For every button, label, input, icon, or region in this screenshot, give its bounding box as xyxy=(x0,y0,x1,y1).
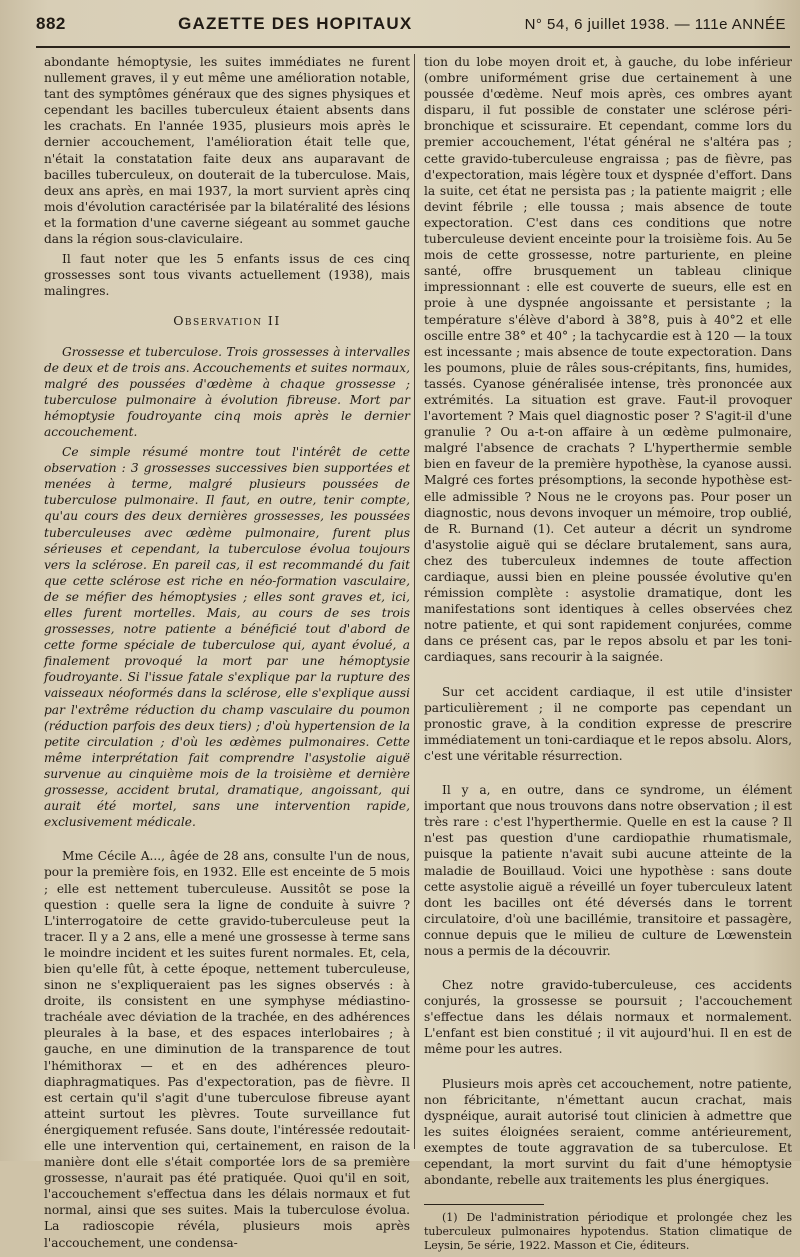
left-paragraph-3: Mme Cécile A..., âgée de 28 ans, consulte l'un de nous, pour la première fois, en 1932. Elle est enceinte de 5 mois ; elle est nettement tuberculeuse. Aussitôt se pose la question : quelle sera la ligne de conduite à suivre ? L'interrogatoire de cette gravido-tuberculeuse peut la tracer. Il y a 2 ans, elle a mené une grossesse à terme sans le moindre incident et les suites furent normales. Et, cela, bien qu'elle fût, à cette époque, nettement tuberculeuse, sinon ne s'expliqueraient pas les signes observés : à droite, ils consistent en une symphyse médiastino-trachéale avec déviation de la trachée, en des adhérences pleurales à la base, et des espaces interlobaires ; à gauche, en une diminution de la transparence de tout l'hémithorax — et en des adhérences pleuro-diaphragmatiques. Pas d'expectoration, pas de fièvre. Il est certain qu'il s'agit d'une tuberculose fibreuse ayant atteint surtout les plèvres. Toute surveillance fut énergiquement refusée. Sans doute, l'intéressée redoutait-elle une intervention qui, certainement, en raison de la manière dont elle s'était comportée lors de sa première grossesse, n'aurait pas été pratiquée. Quoi qu'il en soit, l'accouchement s'effectua dans les délais normaux et fut normal, ainsi que ses suites. Mais la tuberculose évolua. La radioscopie révéla, plusieurs mois après l'accouchement, une condensa- xyxy=(44,849,410,1250)
left-paragraph-2: Il faut noter que les 5 enfants issus de ces cinq grossesses sont tous vivants actuellement (1938), mais malingres. xyxy=(44,252,410,299)
left-column xyxy=(44,54,410,1255)
paragraph-gap xyxy=(424,1062,792,1076)
header-rule xyxy=(36,46,790,48)
footnote: (1) De l'administration périodique et prolongée chez les tuberculeux pulmonaires hypotendus. Station climatique de Leysin, 5e série, 1922. Masson et Cie, éditeurs. xyxy=(424,1211,792,1253)
paragraph-gap xyxy=(424,768,792,782)
left-paragraph-1: abondante hémoptysie, les suites immédiates ne furent nullement graves, il y eut même une amélioration notable, tant des symptômes généraux que des signes physiques et cependant les bacilles tuberculeux étaient absents dans les crachats. En l'année 1935, plusieurs mois après le dernier accouchement, l'amélioration était telle que, n'était la constatation faite deux ans auparavant de bacilles tuberculeux, on douterait de la tuberculose. Mais, deux ans après, en mai 1937, la mort survient après cinq mois d'évolution caractérisée par la bilatéralité des lésions et la formation d'une caverne siégeant au sommet gauche dans la région sous-claviculaire. xyxy=(44,55,410,247)
right-paragraph-2: Sur cet accident cardiaque, il est utile d'insister particulièrement ; il ne comporte pas cependant un pronostic grave, à la condition expresse de prescrire immédiatement un toni-cardiaque et le repos absolu. Alors, c'est une véritable résurrection. xyxy=(424,684,792,763)
right-column xyxy=(424,54,792,1257)
right-paragraph-5: Plusieurs mois après cet accouchement, notre patiente, non fébricitante, n'émettant aucun crachat, mais dyspnéique, aurait autorisé tout clinicien à admettre que les suites éloignées seraient, comme antérieurement, exemptes de toute aggravation de sa tuberculose. Et cependant, la mort survint du fait d'une hémoptysie abondante, rebelle aux traitements les plus énergiques. xyxy=(424,1076,792,1188)
observation-summary: Grossesse et tuberculose. Trois grossesses à intervalles de deux et de trois ans. Accouchements et suites normaux, malgré des poussées d'œdème à chaque grossesse ; tuberculose pulmonaire à évolution fibreuse. Mort par hémoptysie foudroyante cinq mois après le dernier accouchement. xyxy=(44,344,410,439)
observation-commentary: Ce simple résumé montre tout l'intérêt de cette observation : 3 grossesses successives bien supportées et menées à terme, malgré plusieurs poussées de tuberculose pulmonaire. Il faut, en outre, tenir compte, qu'au cours des deux dernières grossesses, les poussées tuberculeuses avec œdème pulmonaire, furent plus sérieuses et cependant, la tuberculose évolua toujours vers la sclérose. En pareil cas, il est recommandé du fait que cette sclérose est riche en néo-formation vasculaire, de se méfier des hémoptysies ; elles sont graves et, ici, elles furent mortelles. Mais, au cours de ses trois grossesses, notre patiente a bénéficié tout d'abord de cette forme spéciale de tuberculose qui, ayant évolué, a finalement provoqué la mort par une hémoptysie foudroyante. Si l'issue fatale s'explique par la rupture des vaisseaux néoformés dans la sclérose, elle s'explique aussi par l'extrême réduction du champ vasculaire du poumon (réduction parfois des deux tiers) ; d'où hypertension de la petite circulation ; d'où les œdèmes pulmonaires. Cette même interprétation fait comprendre l'asystolie aiguë survenue au cinquième mois de la troisième et dernière grossesse, accident brutal, dramatique, angoissant, qui aurait été mortel, sans une intervention rapide, exclusivement médicale. xyxy=(44,445,410,830)
right-paragraph-3: Il y a, en outre, dans ce syndrome, un élément important que nous trouvons dans notre observation ; il est très rare : c'est l'hyperthermie. Quelle en est la cause ? Il n'est pas question d'une cardiopathie rhumatismale, puisque la patiente n'avait subi aucune atteinte de la maladie de Bouillaud. Voici une hypothèse : sans doute cette asystolie aiguë a réveillé un foyer tuberculeux latent dont les bacilles ont été déversés dans le torrent circulatoire, d'où une bacillémie, transitoire et passagère, connue depuis que le milieu de culture de Lœwenstein nous a permis de la découvrir. xyxy=(424,783,792,958)
right-paragraph-1: tion du lobe moyen droit et, à gauche, du lobe inférieur (ombre uniformément grise due certainement à une poussée d'œdème. Neuf mois après, ces ombres ayant disparu, il fut possible de constater une sclérose péri-bronchique et scissuraire. Et cependant, comme lors du premier accouchement, l'état général ne s'altéra pas ; cette gravido-tuberculeuse engraissa ; pas de fièvre, pas d'expectoration, mais légère toux et dyspnée d'effort. Dans la suite, cet état ne persista pas ; la patiente maigrit ; elle devint fébrile ; elle toussa ; mais absence de toute expectoration. C'est dans ces conditions que notre tuberculeuse devient enceinte pour la troisième fois. Au 5e mois de cette grossesse, notre parturiente, en pleine santé, offre brusquement un tableau clinique impressionnant : elle est couverte de sueurs, elle est en proie à une dyspnée angoissante et persistante ; la température s'élève d'abord à 38°8, puis à 40°2 et elle oscille entre 38° et 40° ; la tachycardie est à 120 — la toux est incessante ; mais absence de toute expectoration. Dans les poumons, pluie de râles sous-crépitants, fins, humides, tassés. Cyanose généralisée intense, très prononcée aux extrémités. La situation est grave. Faut-il provoquer l'avortement ? Mais quel diagnostic poser ? S'agit-il d'une granulie ? Ou a-t-on affaire à un œdème pulmonaire, malgré l'absence de crachats ? L'hyperthermie semble bien en faveur de la première hypothèse, la cyanose aussi. Malgré ces fortes présomptions, la seconde hypothèse est-elle admissible ? Nous ne le croyons pas. Pour poser un diagnostic, nous devons invoquer un mémoire, trop oublié, de R. Burnand (1). Cet auteur a décrit un syndrome d'asystolie aiguë qui se déclare brutalement, sans aura, chez des tuberculeux indemnes de toute affection cardiaque, aussi bien en pleine poussée évolutive qu'en rémission complète : asystolie dramatique, dont les manifestations sont identiques à celles observées chez notre patiente, et qui sont rapidement conjurées, comme dans ce présent cas, par le repos absolu et par les toni-cardiaques, sans recourir à la saignée. xyxy=(424,55,792,665)
paragraph-gap xyxy=(424,670,792,684)
right-paragraph-4: Chez notre gravido-tuberculeuse, ces accidents conjurés, la grossesse se poursuit ; l'accouchement s'effectue dans les délais normaux et normalement. L'enfant est bien constitué ; il vit aujourd'hui. Il en est de même pour les autres. xyxy=(424,978,792,1057)
page-number: 882 xyxy=(36,14,66,33)
journal-title: GAZETTE DES HOPITAUX xyxy=(178,14,413,33)
paragraph-gap xyxy=(424,963,792,977)
column-divider xyxy=(414,54,415,1149)
page-header xyxy=(36,14,786,40)
paragraph-gap xyxy=(44,834,410,848)
observation-title: Observation II xyxy=(173,313,281,329)
issue-info: N° 54, 6 juillet 1938. — 111e ANNÉE xyxy=(524,16,786,33)
footnote-rule xyxy=(424,1204,544,1205)
